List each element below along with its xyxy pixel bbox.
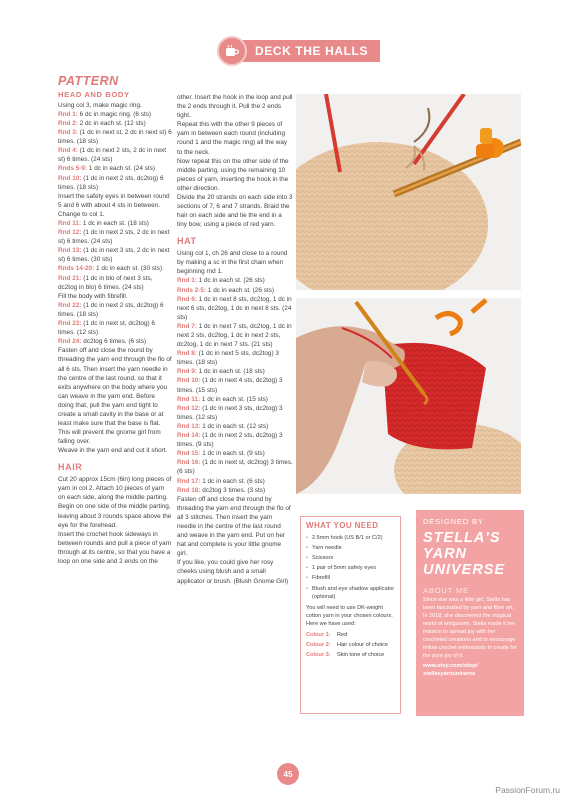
materials-list <box>306 534 395 601</box>
round-instruction <box>58 228 172 246</box>
round-text: (1 dc in next 2 sts, dc2tog) 6 times. (18 sts) <box>58 174 164 191</box>
hat-heading: HAT <box>177 236 197 247</box>
round-label: Rnd 21: <box>58 274 82 282</box>
material-item: • Scissors <box>306 554 395 562</box>
round-text: 2 dc in each st. (12 sts) <box>77 119 146 127</box>
round-label: Rnd 2: <box>58 119 78 127</box>
round-label: Rnd 1: <box>58 110 78 118</box>
round-text: (1 dc in next st, dc2tog) 3 times. (6 sts) <box>177 459 293 476</box>
round-label: Rnd 10: <box>58 174 82 182</box>
round-label: Rnd 1: <box>177 277 197 285</box>
round-instruction <box>177 322 293 349</box>
round-label: Rnd 13: <box>177 422 201 430</box>
round-instruction <box>58 264 172 273</box>
round-text: (1 dc in next st, dc2tog) 6 times. (12 sts) <box>58 320 155 337</box>
round-label: Rnd 15: <box>177 450 201 458</box>
designer-box <box>416 510 524 716</box>
round-text: 1 dc in each st. (18 sts) <box>81 220 149 227</box>
round-text: 1 dc in each st. (9 sts) <box>200 450 265 458</box>
round-instruction <box>58 119 172 128</box>
pattern-heading: PATTERN <box>58 74 119 88</box>
fill-body-text: Fill the body with fibrefill. <box>58 292 128 300</box>
round-label: Rnds 5-9: <box>58 165 88 173</box>
round-instruction <box>58 246 172 264</box>
round-label: Rnd 10: <box>177 377 201 385</box>
designer-name: STELLA'S YARN UNIVERSE <box>423 530 506 578</box>
colour-key: Colour 3: <box>306 652 331 659</box>
round-text: 1 dc in each st. (26 sts) <box>196 277 265 285</box>
round-instruction <box>58 164 172 173</box>
material-item: • Blush and eye shadow applicator (optional) <box>306 585 395 601</box>
pattern-column-2 <box>177 93 293 586</box>
section-header <box>217 38 380 64</box>
material-item: • 2.5mm hook (US B/1 or C/2) <box>306 534 395 542</box>
round-instruction <box>177 286 293 295</box>
round-text: 1 dc in each st. (24 sts) <box>87 165 155 173</box>
round-text: 1 dc in each st. (26 sts) <box>206 286 274 294</box>
designed-by-label: DESIGNED BY <box>423 517 484 526</box>
round-label: Rnds 2-5: <box>177 286 207 294</box>
round-text: 1 dc in next 8 sts, dc2tog, 1 dc in next 6 sts, dc2tog, 1 dc in next 8 sts. (24 sts) <box>177 295 292 321</box>
round-label: Rnd 16: <box>177 459 201 467</box>
hair-other-side-text: Now repeat this on the other side of the middle parting, using the remaining 10 pieces of yarn, inserting the hook in the other direction. <box>177 157 289 192</box>
round-text: (1 dc in blo of next 3 sts, dc2tog in blo) 6 times. (24 sts) <box>58 274 153 291</box>
colour-row <box>306 651 395 659</box>
photo-head-hair <box>296 94 521 290</box>
colour-key: Colour 1: <box>306 632 331 639</box>
hair-continued-text: other. Insert the hook in the loop and pull the 2 ends through it. Pull the 2 ends tight. <box>177 94 293 120</box>
round-text: (1 dc in next 2 sts, 2 dc in next st) 6 times. (24 sts) <box>58 229 170 246</box>
about-me-text: Since she was a little girl, Stella has been fascinated by yarn and fibre art. In 2018, she discovered the magical world of amigurumi. Stella made it her mission to spread joy with her crocheted creations and to encourage fellow crochet enthusiasts to create for the pure joy of it. <box>423 597 517 659</box>
round-instruction <box>177 477 293 486</box>
round-instruction <box>58 128 172 146</box>
round-text: 1 dc in each st. (6 sts) <box>200 477 265 485</box>
round-label: Rnd 12: <box>58 229 82 237</box>
round-instruction <box>58 110 172 119</box>
round-instruction <box>58 337 172 346</box>
pattern-column-1 <box>58 74 172 566</box>
round-label: Rnd 14: <box>177 432 201 440</box>
round-label: Rnd 8: <box>177 350 197 358</box>
round-label: Rnds 14-20: <box>58 265 95 273</box>
round-instruction <box>177 449 293 458</box>
what-you-need-title: WHAT YOU NEED <box>306 521 379 530</box>
round-text: 1 dc in each st. (12 sts) <box>200 422 269 430</box>
round-text: (1 dc in next 5 sts, dc2tog) 3 times. (18 sts) <box>177 350 279 367</box>
round-label: Rnd 7: <box>177 322 197 330</box>
hair-text: Cut 20 approx 15cm (6in) long pieces of yarn in col 2. Attach 10 pieces of yarn on each side, along the middle parting. Begin on one side of the middle parting, leaving about 3 rounds space above the eye for the forehead. <box>58 476 172 529</box>
round-text: (1 dc in next 3 sts, 2 dc in next st) 6 times. (30 sts) <box>58 247 170 264</box>
round-instruction <box>177 404 293 422</box>
head-body-heading: HEAD AND BODY <box>58 90 130 99</box>
colour-value: Hair colour of choice <box>337 642 388 649</box>
round-text: 1 dc in each st. (18 sts) <box>196 368 265 376</box>
change-col-text: Change to col 1. <box>58 210 105 218</box>
hair-divide-text: Divide the 20 strands on each side into 3 sections of 7, 6 and 7 strands. Braid the hair on each side and tie the end in a tiny bow, using a piece of red yarn. <box>177 194 293 229</box>
round-text: (1 dc in next 4 sts, dc2tog) 3 times. (15 sts) <box>177 377 283 394</box>
round-instruction <box>177 458 293 476</box>
round-text: (1 dc in next 2 sts, dc2tog) 6 times. (18 sts) <box>58 301 164 318</box>
round-label: Rnd 6: <box>177 295 197 303</box>
round-label: Rnd 11: <box>58 220 82 227</box>
round-text: (1 dc in next st, 2 dc in next st) 6 times. (18 sts) <box>58 129 172 146</box>
colour-key: Colour 2: <box>306 642 331 649</box>
round-label: Rnd 22: <box>58 301 82 309</box>
round-instruction <box>177 376 293 394</box>
material-item: • Yarn needle <box>306 544 395 552</box>
round-instruction <box>177 276 293 285</box>
round-instruction <box>58 319 172 337</box>
round-text: 1 dc in next 7 sts, dc2tog, 1 dc in next 2 sts, dc2tog, 1 dc in next 2 sts, dc2tog, 1 dc in next 7 sts. (21 sts) <box>177 322 292 349</box>
round-label: Rnd 23: <box>58 320 82 328</box>
round-label: Rnd 18: <box>177 486 201 494</box>
round-instruction <box>58 146 172 164</box>
round-label: Rnd 4: <box>58 147 78 155</box>
hat-finish-text: Fasten off and close the round by threading the yarn end through the flo of all 3 stitches. Then insert the yarn needle in the centre of the last round and weave in the yarn end. Put on her hat and complete is your little gnome girl. <box>177 495 291 558</box>
hair-heading: HAIR <box>58 462 83 473</box>
round-instruction <box>58 274 172 292</box>
round-text: dc2tog 6 times. (6 sts) <box>81 338 147 346</box>
round-instruction <box>58 174 172 192</box>
round-label: Rnd 9: <box>177 368 197 376</box>
colour-value: Skin tone of choice <box>337 652 385 659</box>
round-instruction <box>177 486 293 495</box>
round-text: 1 dc in each st. (15 sts) <box>200 395 268 403</box>
hat-cheeks-text: If you like, you could give her rosy cheeks using blush and a small applicator or brush. (Blush Gnome Girl) <box>177 559 289 585</box>
watermark: PassionForum.ru <box>495 785 560 795</box>
page-number: 45 <box>277 763 299 785</box>
round-instruction <box>58 301 172 319</box>
mug-icon <box>217 36 247 66</box>
safety-eyes-text: Insert the safety eyes in between round 5 and 6 with about 4 sts in between. <box>58 192 170 209</box>
colour-row <box>306 631 395 639</box>
round-text: (1 dc in next 2 sts, dc2tog) 3 times. (9 sts) <box>177 432 283 449</box>
yarn-note: You will need to use DK-weight cotton yarn in your chosen colours. Here we have used: <box>306 604 393 627</box>
round-label: Rnd 11: <box>177 395 201 403</box>
round-text: dc2tog 3 times. (3 sts) <box>200 486 266 494</box>
photo-hat <box>296 298 521 494</box>
round-instruction <box>58 219 172 228</box>
round-text: (1 dc in next 2 sts, 2 dc in next st) 6 times. (24 sts) <box>58 147 166 164</box>
material-item: • 1 pair of 5mm safety eyes <box>306 564 395 572</box>
round-label: Rnd 24: <box>58 338 82 346</box>
round-text: (1 dc in next 3 sts, dc2tog) 3 times. (12 sts) <box>177 404 283 421</box>
round-instruction <box>177 349 293 367</box>
hat-intro-text: Using col 1, ch 26 and close to a round by making a sc in the first chain when beginning rnd 1. <box>177 250 288 276</box>
round-text: 1 dc in each st. (30 sts) <box>94 265 163 273</box>
hair-text-2: Insert the crochet hook sideways in between rounds and pull a piece of yarn through at its centre, so that you have a loop on one side and 2 ends on the <box>58 530 172 566</box>
round-instruction <box>177 422 293 431</box>
round-label: Rnd 13: <box>58 247 82 255</box>
intro-text: Using col 3, make magic ring. <box>58 101 142 109</box>
material-item: • Fibrefill <box>306 574 395 582</box>
round-instruction <box>177 431 293 449</box>
section-title: DECK THE HALLS <box>237 40 380 62</box>
what-you-need-box <box>300 516 401 714</box>
round-label: Rnd 3: <box>58 129 78 137</box>
round-text: 6 dc in magic ring. (6 sts) <box>77 110 152 118</box>
weave-in-text: Weave in the yarn end and cut it short. <box>58 447 168 455</box>
round-instruction <box>177 295 293 322</box>
round-label: Rnd 12: <box>177 404 201 412</box>
hair-repeat-text: Repeat this with the other 9 pieces of yarn in between each round (including round 1 and the magic ring) all the way to the neck. <box>177 121 288 156</box>
colour-row <box>306 641 395 649</box>
colour-value: Red <box>337 632 348 639</box>
fasten-off-text: Fasten off and close the round by threading the yarn end through the flo of all 6 sts. Then insert the yarn needle in the centre of the last round, so that it exits anywhere on the body where you can weave in the yarn end. Before doing that, pull the yarn end tight to create a small cavity in the base or at least make sure that the base is flat. This will prevent the gnome girl from falling over. <box>58 347 172 446</box>
round-instruction <box>177 395 293 404</box>
about-me-heading: ABOUT ME <box>423 586 469 595</box>
designer-url[interactable]: www.etsy.com/shop/ stellasyarnuniverse <box>423 662 478 677</box>
round-label: Rnd 17: <box>177 477 201 485</box>
round-instruction <box>177 367 293 376</box>
